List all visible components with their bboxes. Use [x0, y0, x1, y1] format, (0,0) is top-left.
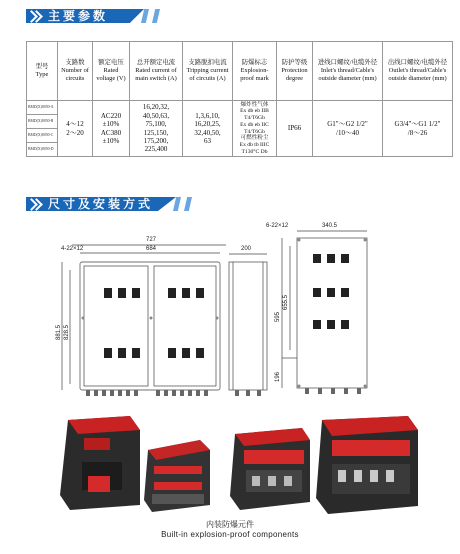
dim-side-depth: 200: [241, 246, 252, 252]
dim-front-inner-width: 684: [146, 246, 157, 252]
outlet-cell: G3/4"～G1 1/2" /8～26: [383, 101, 453, 157]
component-photo: [60, 416, 140, 510]
double-chevron-icon: [30, 11, 40, 21]
component-photo: [316, 416, 418, 514]
component-photo: [144, 440, 210, 512]
protection-cell: IP66: [277, 101, 313, 157]
table-row: [27, 101, 453, 115]
type-cell: BMD(X)8050-C: [27, 129, 58, 143]
col-header-ex-mark: 防爆标志 Explosion-proof mark: [233, 42, 277, 101]
voltage-cell: AC220 ±10% AC380 ±10%: [93, 101, 130, 157]
dim-mount-hole: 6-22×12: [266, 223, 289, 229]
double-chevron-icon: [30, 199, 40, 209]
photo-caption-en: Built-in explosion-proof components: [161, 530, 299, 539]
col-header-inlet: 进线口螺纹/电缆外径 Inlet's thread/Cable's outside diameter (mm): [313, 42, 383, 101]
dim-front-outer-height: 881.5: [56, 324, 62, 340]
section-header-dimensions: [26, 196, 176, 212]
col-header-circuits: 支路数 Number of circuits: [58, 42, 93, 101]
table-header-row: [27, 42, 453, 101]
dim-back-height-a: 655.5: [283, 294, 289, 310]
inlet-cell: G1"～G2 1/2" /10～40: [313, 101, 383, 157]
dim-back-width: 340.5: [322, 223, 338, 229]
col-header-trip-current: 支路脱扣电流 Tripping current of circuits (A): [183, 42, 233, 101]
header-accent: [173, 197, 181, 211]
circuits-cell: 4～12 2～20: [58, 101, 93, 157]
dimension-drawings: [20, 218, 460, 408]
section-header-main-params: [26, 8, 176, 24]
trip-current-cell: 1,3,6,10, 16,20,25, 32,40,50, 63: [183, 101, 233, 157]
front-side-back-views: [20, 218, 460, 408]
header-accent: [152, 9, 160, 23]
dim-back-height-c: 196: [275, 371, 281, 382]
type-cell: BMD(X)8050-A: [27, 101, 58, 115]
photo-caption-cn: 内装防爆元件: [206, 520, 254, 529]
col-header-outlet: 出线口螺纹/电缆外径 Outlet's thread/Cable's outside diameter (mm): [383, 42, 453, 101]
header-accent: [141, 9, 149, 23]
col-header-protection: 防护等级 Protection degree: [277, 42, 313, 101]
spec-table: [26, 41, 453, 157]
section-title: 主要参数: [48, 9, 109, 23]
component-photos: [40, 410, 460, 520]
dim-front-inner-height: 828.5: [64, 324, 70, 340]
dim-front-outer-width: 727: [146, 237, 157, 243]
dim-front-hole: 4-22×12: [61, 246, 84, 252]
dim-back-height-b: 595: [275, 311, 281, 322]
main-current-cell: 16,20,32, 40,50,63, 75,100, 125,150, 175,200, 225,400: [130, 101, 183, 157]
col-header-type: 型号 Type: [27, 42, 58, 101]
col-header-voltage: 额定电压 Rated voltage (V): [93, 42, 130, 101]
explosion-proof-components-image: [40, 410, 460, 520]
component-photo: [230, 428, 310, 510]
type-cell: BMD(X)8050-D: [27, 143, 58, 157]
section-title: 尺寸及安装方式: [48, 197, 154, 211]
ex-mark-cell: 爆炸性气体 Ex db eb IIB T4/T6Gb Ex db eb IIC T4/T6Gb 可燃性粉尘 Ex db tb IIIC T130°C Db: [233, 101, 277, 157]
header-accent: [184, 197, 192, 211]
type-cell: BMD(X)8050-B: [27, 115, 58, 129]
col-header-main-current: 总开额定电流 Rated current of main switch (A): [130, 42, 183, 101]
